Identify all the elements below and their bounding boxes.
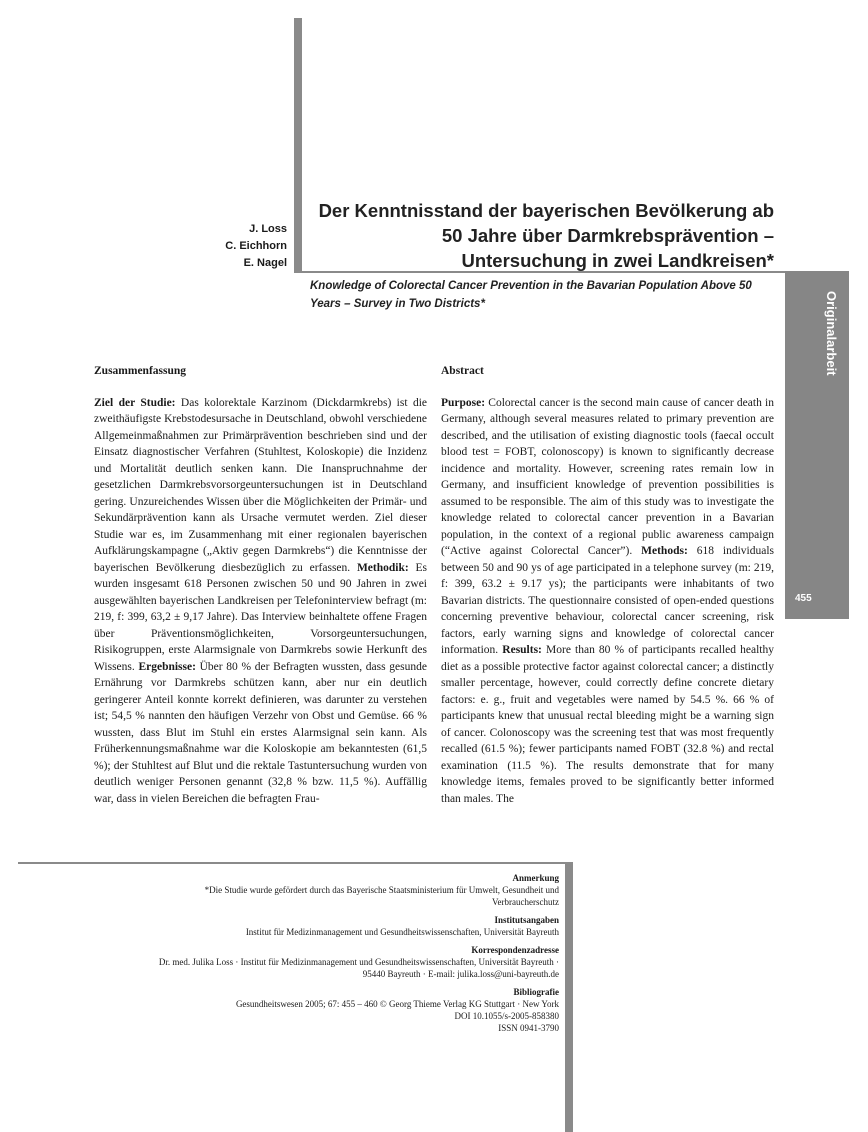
page-number: 455 [795, 593, 812, 604]
abstract-english [441, 363, 774, 807]
section-label: Originalarbeit [824, 291, 839, 376]
decorative-bar-top [294, 18, 302, 272]
note-text: Dr. med. Julika Loss · Institut für Medizinmanagement und Gesundheitswissenschaften, Universität Bayreuth · [158, 957, 559, 967]
article-title-english: Knowledge of Colorectal Cancer Prevention in the Bavarian Population Above 50 Years – Survey in Two Districts* [310, 280, 752, 310]
abstract-heading: Zusammenfassung [94, 365, 187, 377]
author-name: C. Eichhorn [225, 240, 287, 252]
author-name: E. Nagel [243, 257, 287, 269]
author-list [180, 221, 287, 272]
section-lead: Methodik: [356, 561, 409, 574]
abstract-heading: Abstract [441, 365, 484, 377]
note-text: ISSN 0941-3790 [498, 1023, 559, 1033]
section-tab [785, 271, 849, 619]
footnote-rule [18, 862, 572, 864]
abstract-text: Das kolorektale Karzinom (Dickdarmkrebs) ist die zweithäufigste Krebstodesursache in Deutschland, obwohl verschiedene Allgemeinmaßnahmen zur Primärprävention beschrieben sind und der Einsatz diagnostischer Verfahren (Stuhltest, Koloskopie) die Inzidenz und Mortalität deutlich senken kann. Die Inanspruchnahme der gesetzlichen Darmkrebsvorsorgeuntersuchungen ist in Deutschland gering. Unzureichendes Wissen über die Möglichkeiten der Primär- und Sekundärprävention kann als Ursache vermutet werden. Ziel dieser Studie war es, im Zusammenhang mit einer regionalen bayerischen Aufklärungskampagne („Aktiv gegen Darmkrebs“) die Kenntnisse der bayerischen Bevölkerung diesbezüglich zu erfassen. [94, 396, 427, 574]
decorative-bar-bottom [565, 862, 573, 1132]
abstract-text: More than 80 % of participants recalled healthy diet as a possible protective factor against colorectal cancer; a distinctly smaller percentage, however, could correctly define concrete dietary factors: e. g., fruit and vegetables were named by 54.5 %. 66 % of participants knew that unusual rectal bleeding might be a warning sign of cancer. Colonoscopy was the screening test that was most frequently recalled (61.5 %); fewer participants named FOBT (32.8 %) and rectal examination (11.5 %). The results demonstrate that for many knowledge items, females proved to be significantly better informed than males. The [441, 644, 774, 805]
section-lead: Methods: [641, 545, 688, 557]
abstract-text: Es wurden insgesamt 618 Personen zwischen 50 und 90 Jahren in zwei ausgewählten bayerischen Landkreisen per Telefoninterview befragt (m: 219, f: 399, 63,2 ± 9,17 Jahre). Das Interview beinhaltete offene Fragen über Präventionsmöglichkeiten, Vorsorgeuntersuchungen, Risikogruppen, erste Alarmsignale von Darmkrebs sowie Herkunft des Wissens. [94, 561, 428, 673]
article-notes [80, 872, 559, 1034]
abstract-text: 618 individuals between 50 and 90 ys of age participated in a telephone survey (m: 219, f: 399, 63.2 ± 9.17 ys); the participants were inhabitants of two Bavarian districts. The questionnaire consisted of open-ended questions concerning preventive behaviour, colorectal cancer screening, risk factors, early warning signs and knowledge of colorectal cancer information. [441, 545, 774, 656]
note-text: Verbraucherschutz [492, 897, 559, 907]
section-lead: Ziel der Studie: [94, 396, 176, 409]
note-heading: Korrespondenzadresse [471, 945, 559, 955]
author-name: J. Loss [249, 223, 287, 235]
article-title-german: Der Kenntnisstand der bayerischen Bevölkerung ab 50 Jahre über Darmkrebsprävention – Untersuchung in zwei Landkreisen* [318, 200, 774, 271]
note-text: 95440 Bayreuth · E-mail: julika.loss@uni-bayreuth.de [362, 969, 559, 979]
note-text: *Die Studie wurde gefördert durch das Bayerische Staatsministerium für Umwelt, Gesundheit und [204, 885, 559, 895]
section-lead: Results: [502, 644, 542, 656]
section-lead: Ergebnisse: [138, 660, 196, 673]
abstract-text: Über 80 % der Befragten wussten, dass gesunde Ernährung vor Darmkrebs schützen kann, aber nur ein deutlich geringerer Anteil konnte korrekt definieren, was darunter zu verstehen ist; 54,5 % nannten den häufigen Verzehr von Obst und Gemüse. 66 % wussten, dass Blut im Stuhl ein erstes Alarmsignal sein kann. Als Früherkennungsmaßnahme war die Koloskopie am bekanntesten (61,5 %); der Stuhltest auf Blut und die rektale Tastuntersuchung wurden von deutlich weniger Personen genannt (32,8 % bzw. 11,5 %). Auffällig war, dass in vielen Bereichen die befragten Frau- [94, 660, 427, 805]
abstract-german [94, 363, 427, 807]
note-heading: Institutsangaben [494, 915, 559, 925]
note-text: DOI 10.1055/s-2005-858380 [454, 1011, 559, 1021]
note-heading: Anmerkung [512, 873, 559, 883]
note-heading: Bibliografie [513, 987, 559, 997]
abstract-body [441, 395, 774, 808]
abstract-body [94, 395, 427, 808]
note-text: Institut für Medizinmanagement und Gesundheitswissenschaften, Universität Bayreuth [245, 927, 559, 937]
note-text: Gesundheitswesen 2005; 67: 455 – 460 © Georg Thieme Verlag KG Stuttgart · New York [235, 999, 559, 1009]
section-lead: Purpose: [441, 396, 486, 409]
abstract-text: Colorectal cancer is the second main cause of cancer death in Germany, although several measures related to primary prevention are described, and the utilisation of existing diagnostic tools (faecal occult blood test = FOBT, colonoscopy) is known to significantly decrease incidence and mortality. However, screening rates remain low in Germany, and insufficient knowledge of prevention possibilities is assumed to be responsible. The aim of this study was to investigate the knowledge related to colorectal cancer prevention in a Bavarian population, in the context of a regional public awareness campaign (“Active against Colorectal Cancer”). [441, 396, 774, 557]
